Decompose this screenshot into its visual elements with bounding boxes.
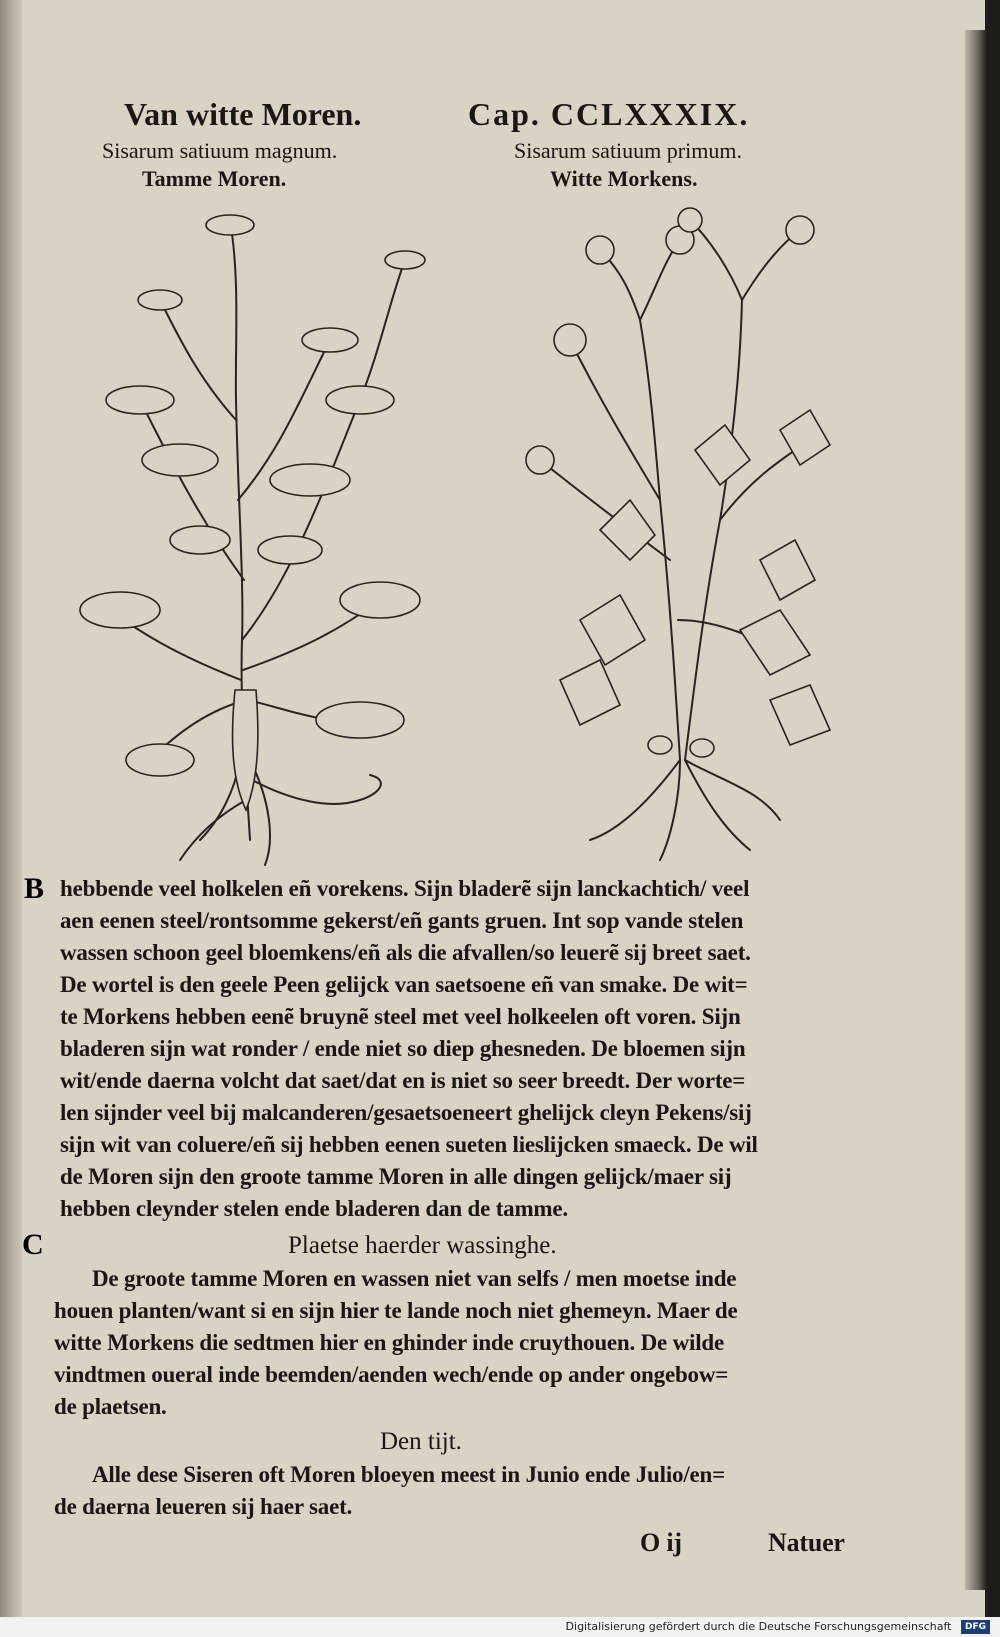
- body-line: hebben cleynder stelen ende bladeren dan de tamme.: [60, 1196, 568, 1221]
- woodcut-sisarum-magnum: [60, 200, 440, 870]
- section-marker-c: C: [22, 1228, 44, 1261]
- body-line: houen planten/want si en sijn hier te lande noch niet ghemeyn. Maer de: [54, 1298, 738, 1323]
- body-line: vindtmen oueral inde beemden/aenden wech/ende op ander ongebow=: [54, 1362, 729, 1387]
- body-line: Alle dese Siseren oft Moren bloeyen meest in Junio ende Julio/en=: [92, 1462, 726, 1487]
- section-heading-time: Den tijt.: [380, 1428, 462, 1455]
- body-line: witte Morkens die sedtmen hier en ghinder inde cruythouen. De wilde: [54, 1330, 724, 1355]
- body-line: bladeren sijn wat ronder / ende niet so diep ghesneden. De bloemen sijn: [60, 1036, 746, 1061]
- dfg-logo: DFG: [961, 1620, 990, 1634]
- body-line: De groote tamme Moren en wassen niet van selfs / men moetse inde: [92, 1266, 737, 1291]
- body-line: len sijnder veel bij malcanderen/gesaetsoeneert ghelijck cleyn Pekens/sij: [60, 1100, 752, 1125]
- digitization-credit-bar: [0, 1617, 1000, 1637]
- right-figure-vernacular-name: Witte Morkens.: [550, 166, 698, 191]
- catchword: Natuer: [768, 1528, 845, 1557]
- body-line: de Moren sijn den groote tamme Moren in alle dingen gelijck/maer sij: [60, 1164, 732, 1189]
- left-figure-vernacular-name: Tamme Moren.: [142, 166, 287, 191]
- page-edge-shadow: [965, 30, 987, 1590]
- page-gutter: [0, 0, 22, 1617]
- left-figure-latin-name: Sisarum satiuum magnum.: [102, 138, 338, 163]
- section-heading-place: Plaetse haerder wassinghe.: [288, 1232, 557, 1259]
- section-marker-b: B: [24, 872, 45, 905]
- body-line: te Morkens hebben eenẽ bruynẽ steel met veel holkeelen oft voren. Sijn: [60, 1004, 741, 1029]
- body-line: De wortel is den geele Peen gelijck van saetsoene eñ van smake. De wit=: [60, 972, 748, 997]
- body-line: hebbende veel holkelen eñ vorekens. Sijn bladerẽ sijn lanckachtich/ veel: [60, 876, 750, 901]
- body-line: sijn wit van coluere/eñ sij hebben eenen sueten lieslijcken smaeck. De wil: [60, 1132, 758, 1157]
- digitization-credit: Digitalisierung gefördert durch die Deutsche Forschungsgemeinschaft: [565, 1620, 952, 1633]
- body-line: wit/ende daerna volcht dat saet/dat en is niet so seer breedt. Der worte=: [60, 1068, 746, 1093]
- body-line: de daerna leueren sij haer saet.: [54, 1494, 353, 1519]
- body-line: wassen schoon geel bloemkens/eñ als die afvallen/so leuerẽ sij breet saet.: [60, 940, 751, 965]
- right-figure-latin-name: Sisarum satiuum primum.: [514, 138, 742, 163]
- woodcut-sisarum-primum: [480, 200, 860, 870]
- running-title: Van witte Moren.: [124, 96, 362, 132]
- body-line: aen eenen steel/rontsomme gekerst/eñ gants gruen. Int sop vande stelen: [60, 908, 744, 933]
- body-line: de plaetsen.: [54, 1394, 167, 1419]
- chapter-number: Cap. CCLXXXIX.: [468, 96, 750, 132]
- signature-mark: O ij: [640, 1528, 682, 1557]
